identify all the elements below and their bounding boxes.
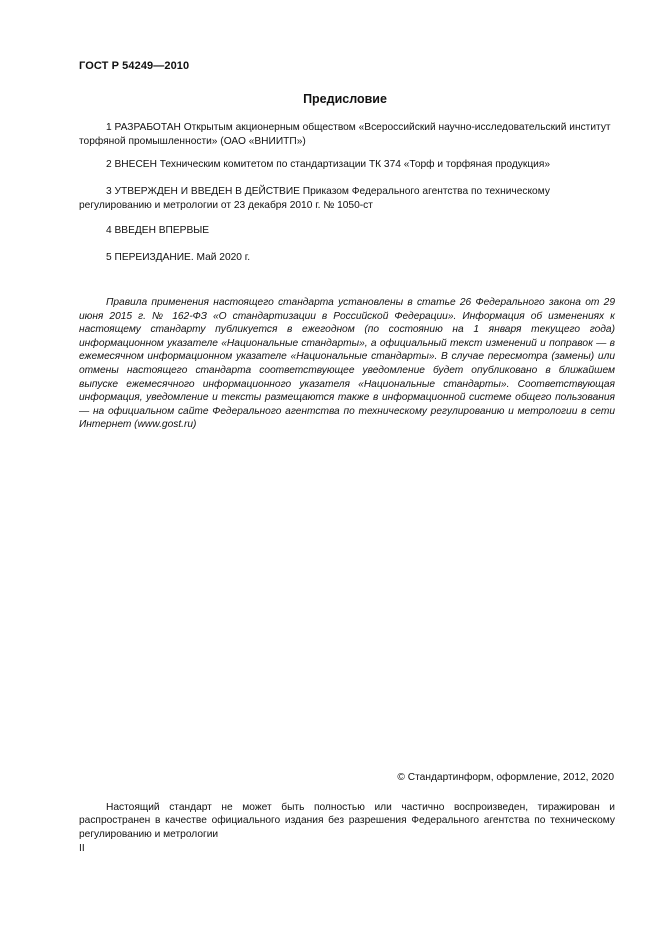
- standard-application-notice: Правила применения настоящего стандарта установлены в статье 26 Федерального закона от 29 июня 2015 г. № 162-ФЗ «О стандартизации в Российской Федерации». Информация об изменениях к настоящему стандарту публикуется в ежегодном (по состоянию на 1 января текущего года) информационном указателе «Национальные стандарты», а официальный текст изменений и поправок — в ежемесячном информационном указателе «Национальные стандарты». В случае пересмотра (замены) или отмены настоящего стандарта соответствующее уведомление будет опубликовано в ближайшем выпуске ежемесячного информационного указателя «Национальные стандарты». Соответствующая информация, уведомление и тексты размещаются также в информационной системе общего пользования — на официальном сайте Федерального агентства по техническому регулированию и метрологии в сети Интернет (www.gost.ru): [79, 297, 615, 431]
- item-3: 3 УТВЕРЖДЕН И ВВЕДЕН В ДЕЙСТВИЕ Приказом Федерального агентства по техническому регулированию и метрологии от 23 декабря 2010 г. № 1050-ст: [79, 186, 550, 211]
- item-1: 1 РАЗРАБОТАН Открытым акционерным обществом «Всероссийский научно-исследовательский институт торфяной промышленности» (ОАО «ВНИИТП»): [79, 122, 611, 147]
- page-title: Предисловие: [303, 92, 387, 106]
- document-header: ГОСТ Р 54249—2010: [79, 60, 190, 72]
- item-4: 4 ВВЕДЕН ВПЕРВЫЕ: [106, 225, 210, 236]
- item-5: 5 ПЕРЕИЗДАНИЕ. Май 2020 г.: [106, 252, 251, 263]
- page-number: II: [79, 843, 85, 854]
- copyright-line: © Стандартинформ, оформление, 2012, 2020: [397, 772, 614, 783]
- item-2: 2 ВНЕСЕН Техническим комитетом по стандартизации ТК 374 «Торф и торфяная продукция»: [106, 159, 551, 170]
- reproduction-notice: Настоящий стандарт не может быть полностью или частично воспроизведен, тиражирован и распространен в качестве официального издания без разрешения Федерального агентства по техническому регулированию и метрологии: [79, 802, 615, 840]
